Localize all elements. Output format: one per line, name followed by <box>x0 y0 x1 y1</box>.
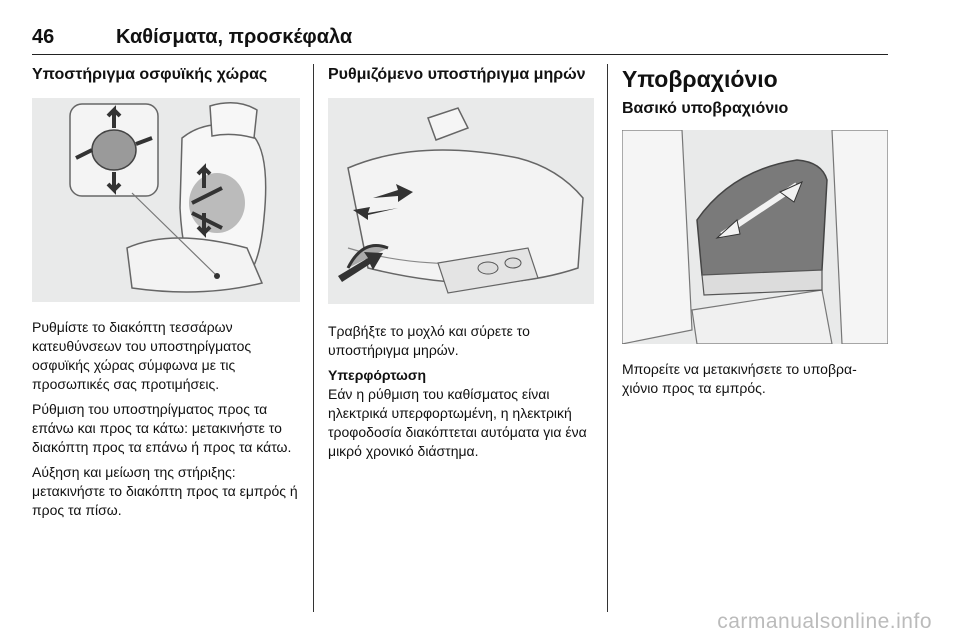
lumbar-support-illustration <box>32 98 300 302</box>
paragraph: Ρύθμιση του υποστηρίγματος προς τα επάνω και προς τα κάτω: μετακινήστε το διακόπτη προς τα επάνω ή προς τα κάτω. <box>32 401 292 455</box>
watermark: carmanualsonline.info <box>717 610 932 633</box>
section-heading: Υποστήριγμα οσφυϊκής χώρας <box>32 66 268 83</box>
paragraph: Αύξηση και μείωση της στήριξης: μετακινήστε το διακόπτη προς τα εμπρός ή προς τα πίσω. <box>32 464 298 518</box>
paragraph: Εάν η ρύθμιση του καθίσματος είναι ηλεκτρικά υπερφορτωμένη, η ηλεκτρική τροφοδοσία διακόπτεται αυτόματα για ένα μικρό χρονικό διάστημα. <box>328 386 587 459</box>
paragraph: Τραβήξτε το μοχλό και σύρετε το υποστήριγμα μηρών. <box>328 323 530 358</box>
chapter-title: Καθίσματα, προσκέφαλα <box>116 26 353 48</box>
subheading: Υπερφόρτωση <box>328 367 427 383</box>
armrest-illustration <box>622 130 888 344</box>
section-title: Υποβραχιόνιο <box>622 66 778 92</box>
column-divider <box>313 64 314 612</box>
thigh-support-section <box>328 64 594 467</box>
section-heading: Ρυθμιζόμενο υποστήριγμα μηρών <box>328 66 586 83</box>
armrest-section <box>622 64 888 404</box>
page-header <box>32 26 888 55</box>
paragraph: Ρυθμίστε το διακόπτη τεσσάρων κατευθύνσεων του υποστηρίγματος οσφυϊκής χώρας σύμφωνα με τις προσωπικές σας προτιμήσεις. <box>32 319 252 392</box>
column-divider <box>607 64 608 612</box>
thigh-support-illustration <box>328 98 594 304</box>
lumbar-support-section <box>32 64 300 526</box>
subheading: Βασικό υποβραχιόνιο <box>622 100 789 117</box>
page-number: 46 <box>32 26 55 48</box>
paragraph: Μπορείτε να μετακινήσετε το υποβρα-χιόνιο προς τα εμπρός. <box>622 361 857 396</box>
